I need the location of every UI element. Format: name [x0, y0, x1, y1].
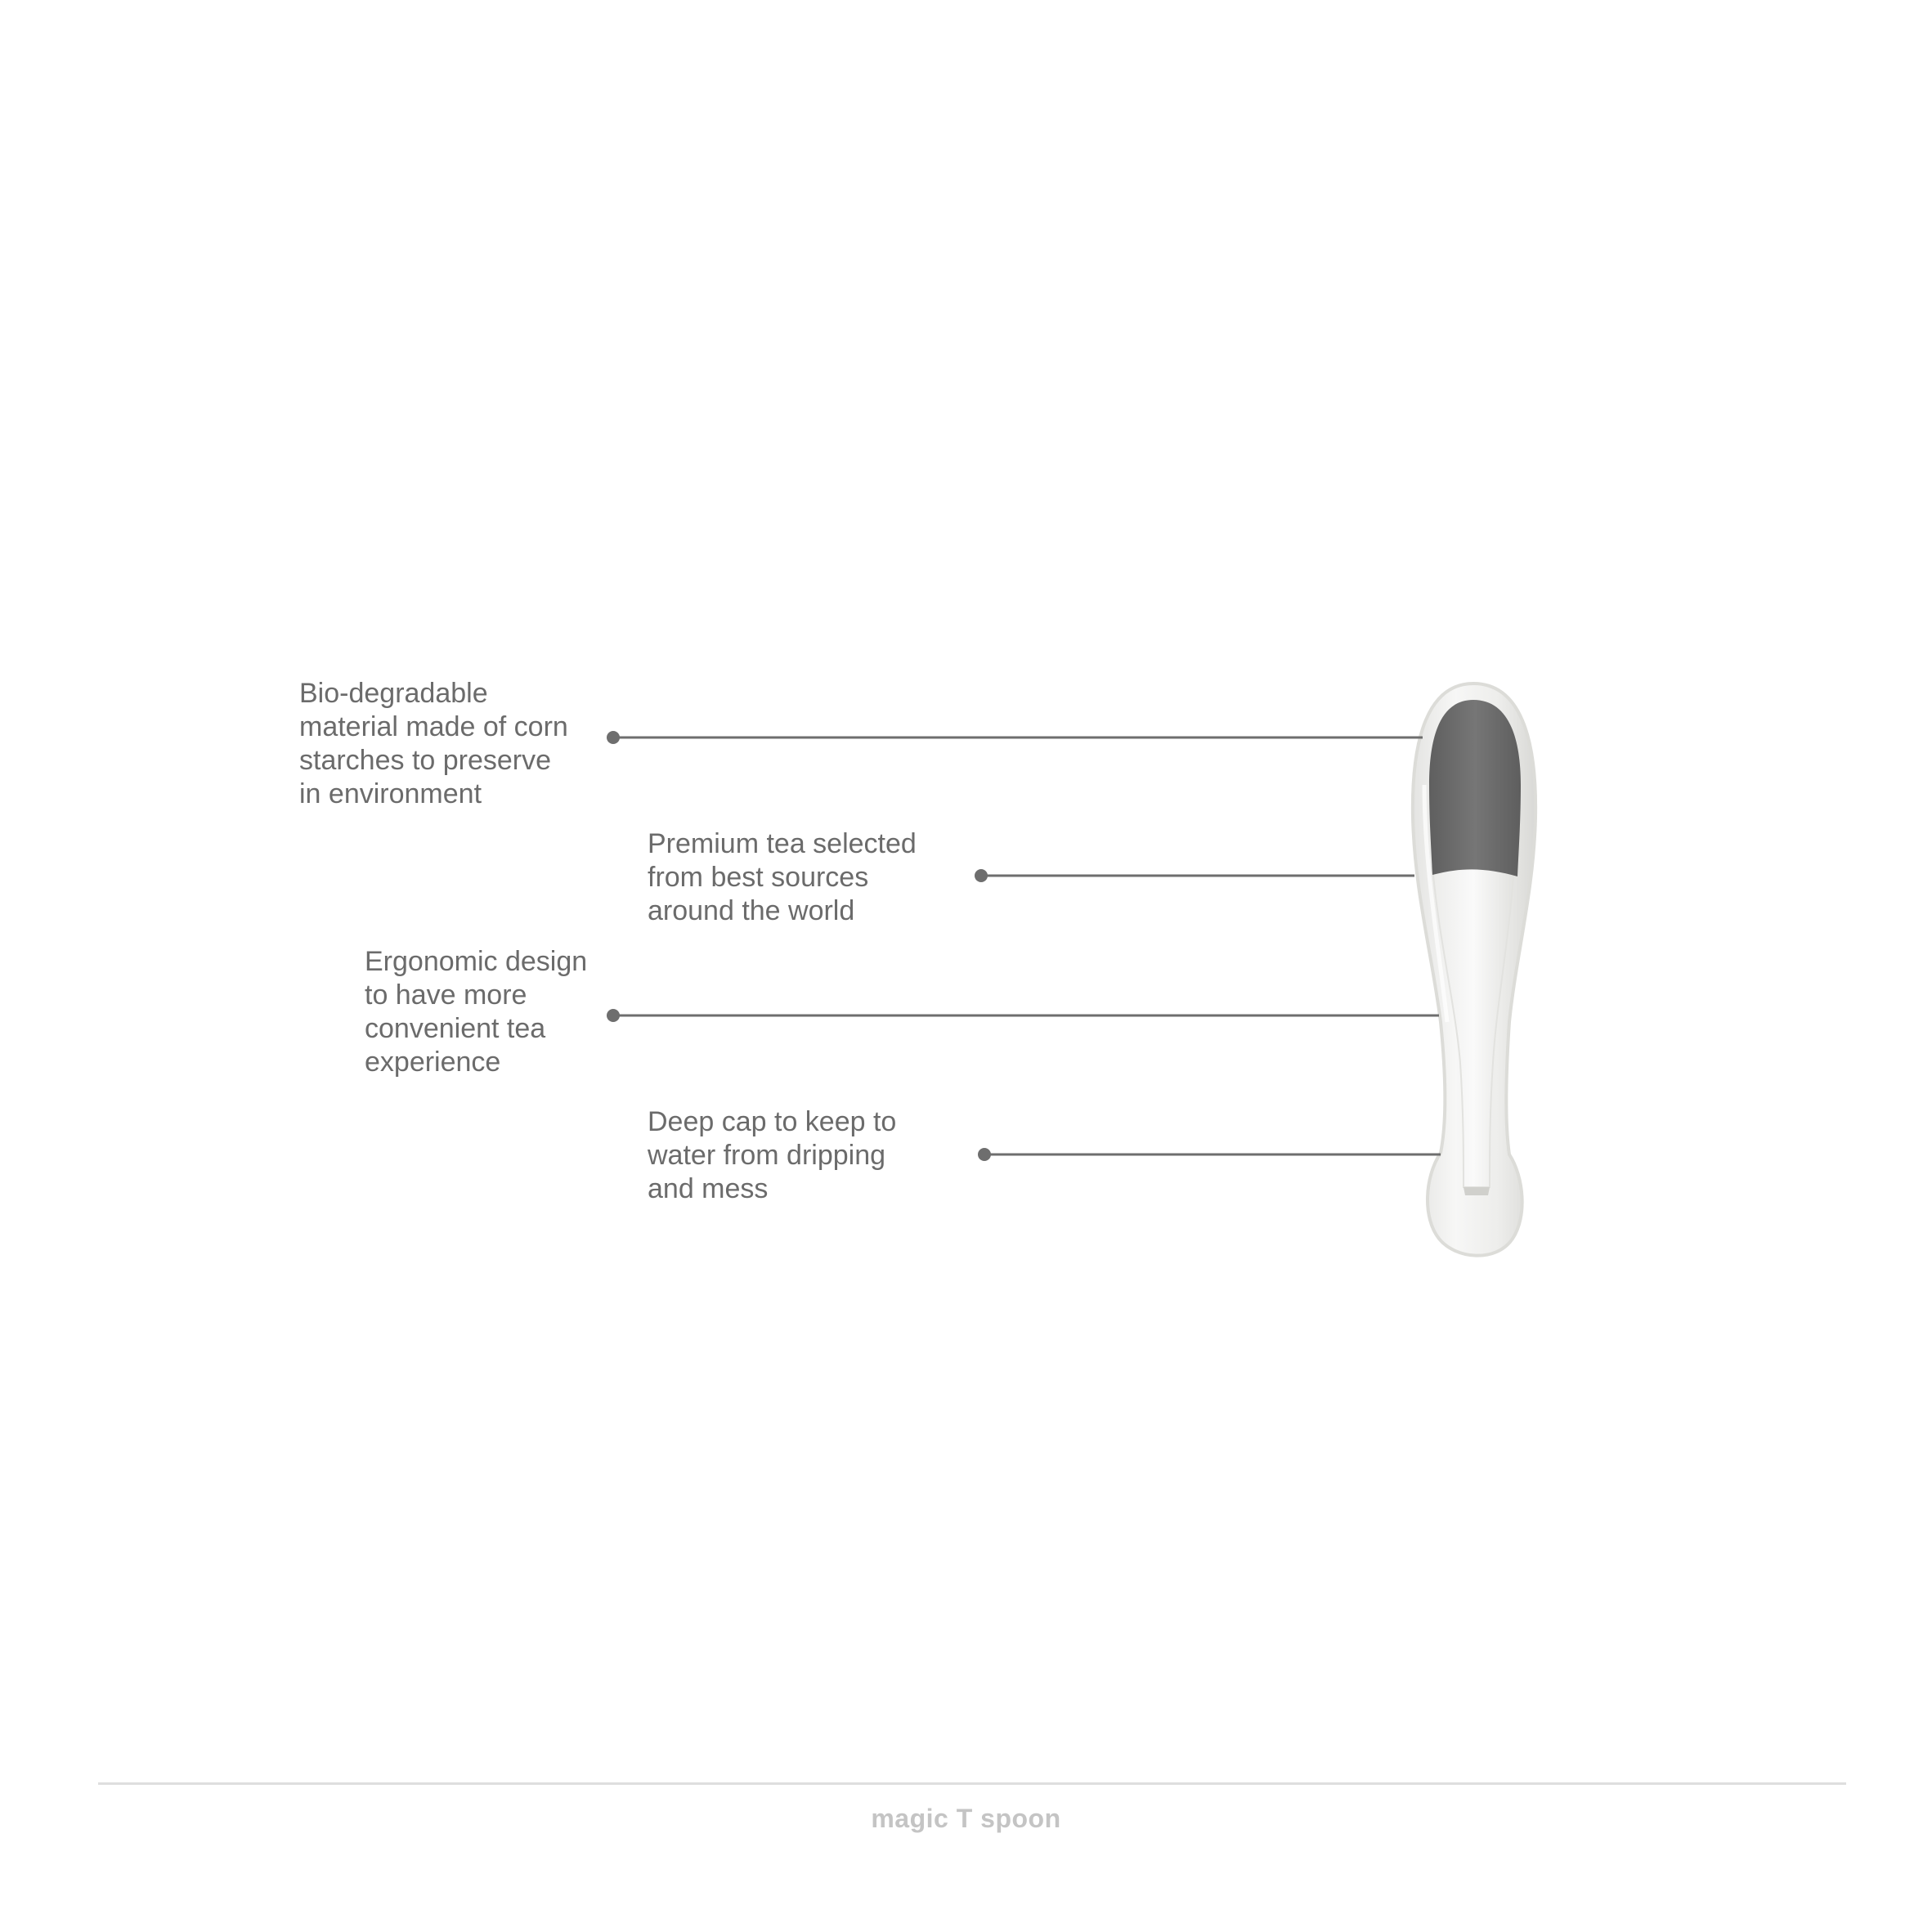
spoon-slot	[1464, 1187, 1490, 1195]
leader-line-1	[607, 731, 1423, 744]
leader-line-4	[978, 1148, 1441, 1161]
callout-deep-cap: Deep cap to keep to water from dripping and mess	[648, 1106, 897, 1204]
callout-ergonomic: Ergonomic design to have more convenient tea experience	[365, 946, 588, 1078]
callout-premium-tea: Premium tea selected from best sources around the world	[648, 828, 917, 926]
tea-leaves	[1429, 700, 1521, 876]
leader-line-2	[975, 869, 1414, 882]
brand-logo-text: magic T spoon	[871, 1804, 1061, 1833]
footer-divider	[98, 1782, 1846, 1785]
callout-biodegradable: Bio-degradable material made of corn starches to preserve in environment	[299, 678, 568, 809]
leader-line-3	[607, 1009, 1439, 1022]
